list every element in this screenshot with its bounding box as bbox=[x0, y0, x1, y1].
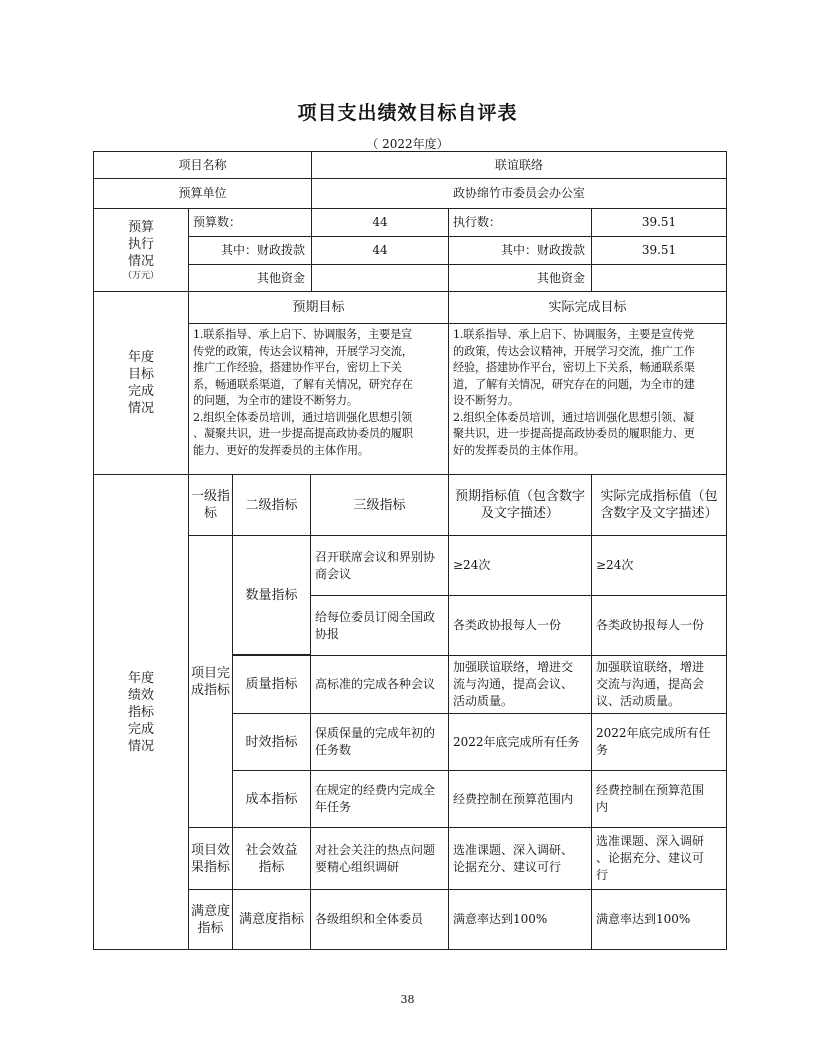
timeliness-actual: 2022年底完成所有任 务 bbox=[591, 713, 727, 771]
q1-expected: ≥24次 bbox=[448, 535, 592, 596]
q1-actual: ≥24次 bbox=[591, 535, 727, 596]
satisfaction-level3: 各级组织和全体委员 bbox=[310, 889, 449, 950]
q2-actual: 各类政协报每人一份 bbox=[591, 595, 727, 656]
annual-goal-label: 年度 目标 完成 情况 bbox=[93, 291, 189, 475]
cost-level3: 在规定的经费内完成全 年任务 bbox=[310, 770, 449, 828]
timeliness-expected: 2022年底完成所有任务 bbox=[448, 713, 592, 771]
executed-amount-label: 执行数： bbox=[448, 208, 592, 237]
other-funds-label: 其他资金 bbox=[188, 264, 312, 292]
budget-amount-label: 预算数： bbox=[188, 208, 312, 237]
budget-execution-label: 预算 执行 情况 （万元） bbox=[93, 208, 189, 292]
header-expected-value: 预期指标值（包含数字 及文字描述） bbox=[448, 474, 592, 536]
group-project-completion: 项目完 成指标 bbox=[188, 535, 233, 828]
social-expected: 选准课题、深入调研、 论据充分、建议可行 bbox=[448, 827, 592, 890]
other-funds-exec-value bbox=[591, 264, 727, 292]
executed-amount-value: 39.51 bbox=[591, 208, 727, 237]
q2-level3: 给每位委员订阅全国政 协报 bbox=[310, 595, 449, 656]
group-satisfaction: 满意度 指标 bbox=[188, 889, 233, 950]
cost-indicator: 成本指标 bbox=[232, 770, 311, 828]
group-project-effect: 项目效 果指标 bbox=[188, 827, 233, 890]
fiscal-budget-value: 44 bbox=[311, 236, 449, 265]
other-funds-budget bbox=[311, 264, 449, 292]
year-subtitle: （ 2022年度） bbox=[366, 137, 449, 151]
fiscal-budget-label: 其中：财政拨款 bbox=[188, 236, 312, 265]
page-number: 38 bbox=[400, 993, 415, 1006]
budget-unit-value: 政协绵竹市委员会办公室 bbox=[311, 178, 727, 209]
q1-level3: 召开联席会议和界别协 商会议 bbox=[310, 535, 449, 596]
expected-goal-header: 预期目标 bbox=[188, 291, 449, 324]
fiscal-executed-value: 39.51 bbox=[591, 236, 727, 265]
satisfaction-actual: 满意率达到100% bbox=[591, 889, 727, 950]
budget-unit-note: （万元） bbox=[122, 270, 159, 281]
header-actual-value: 实际完成指标值（包 含数字及文字描述） bbox=[591, 474, 727, 536]
other-funds-exec-label: 其他资金 bbox=[448, 264, 592, 292]
q2-expected: 各类政协报每人一份 bbox=[448, 595, 592, 656]
satisfaction-expected: 满意率达到100% bbox=[448, 889, 592, 950]
fiscal-executed-label: 其中：财政拨款 bbox=[448, 236, 592, 265]
social-actual: 选准课题、深入调研 、论据充分、建议可 行 bbox=[591, 827, 727, 890]
budget-amount-value: 44 bbox=[311, 208, 449, 237]
quality-indicator: 质量指标 bbox=[232, 655, 311, 714]
project-name-label: 项目名称 bbox=[93, 151, 312, 179]
page-title: 项目支出绩效目标自评表 bbox=[297, 102, 518, 124]
timeliness-indicator: 时效指标 bbox=[232, 713, 311, 771]
quality-actual: 加强联谊联络，增进 交流与沟通，提高会 议、活动质量。 bbox=[591, 655, 727, 714]
budget-unit-label: 预算单位 bbox=[93, 178, 312, 209]
cost-expected: 经费控制在预算范围内 bbox=[448, 770, 592, 828]
header-level2: 二级指标 bbox=[232, 474, 311, 536]
actual-goal-text: 1.联系指导、承上启下、协调服务，主要是宣传党 的政策，传达会议精神，开展学习交流，推广工作 经验，搭建协作平台，密切上下关系，畅通联系渠 道，了解有关情况，研究存在的问题，为全市的建 设不断努力。 2.组织全体委员培训，通过培训强化思想引领、凝 聚共识，进一步提高提高政协委员的履职能力、更 好的发挥委员的主体作用。 bbox=[448, 323, 727, 475]
performance-table bbox=[93, 151, 727, 950]
header-level3: 三级指标 bbox=[310, 474, 449, 536]
cost-actual: 经费控制在预算范围 内 bbox=[591, 770, 727, 828]
perf-section-label: 年度 绩效 指标 完成 情况 bbox=[93, 474, 189, 950]
timeliness-level3: 保质保量的完成年初的 任务数 bbox=[310, 713, 449, 771]
quality-expected: 加强联谊联络，增进交 流与沟通，提高会议、 活动质量。 bbox=[448, 655, 592, 714]
satisfaction-indicator: 满意度指标 bbox=[232, 889, 311, 950]
quality-level3: 高标准的完成各种会议 bbox=[310, 655, 449, 714]
social-benefit-indicator: 社会效益 指标 bbox=[232, 827, 311, 890]
actual-goal-header: 实际完成目标 bbox=[448, 291, 727, 324]
header-level1: 一级指 标 bbox=[188, 474, 233, 536]
quantity-indicator: 数量指标 bbox=[232, 535, 311, 655]
expected-goal-text: 1.联系指导、承上启下、协调服务，主要是宣 传党的政策，传达会议精神，开展学习交流， 推广工作经验，搭建协作平台，密切上下关 系，畅通联系渠道，了解有关情况，研究存在 的问题，为全市的建设不断努力。 2.组织全体委员培训，通过培训强化思想引领 、凝聚共识，进一步提高提高政协委员的履职 能力、更好的发挥委员的主体作用。 bbox=[188, 323, 449, 475]
project-name-value: 联谊联络 bbox=[311, 151, 727, 179]
social-level3: 对社会关注的热点问题 要精心组织调研 bbox=[310, 827, 449, 890]
